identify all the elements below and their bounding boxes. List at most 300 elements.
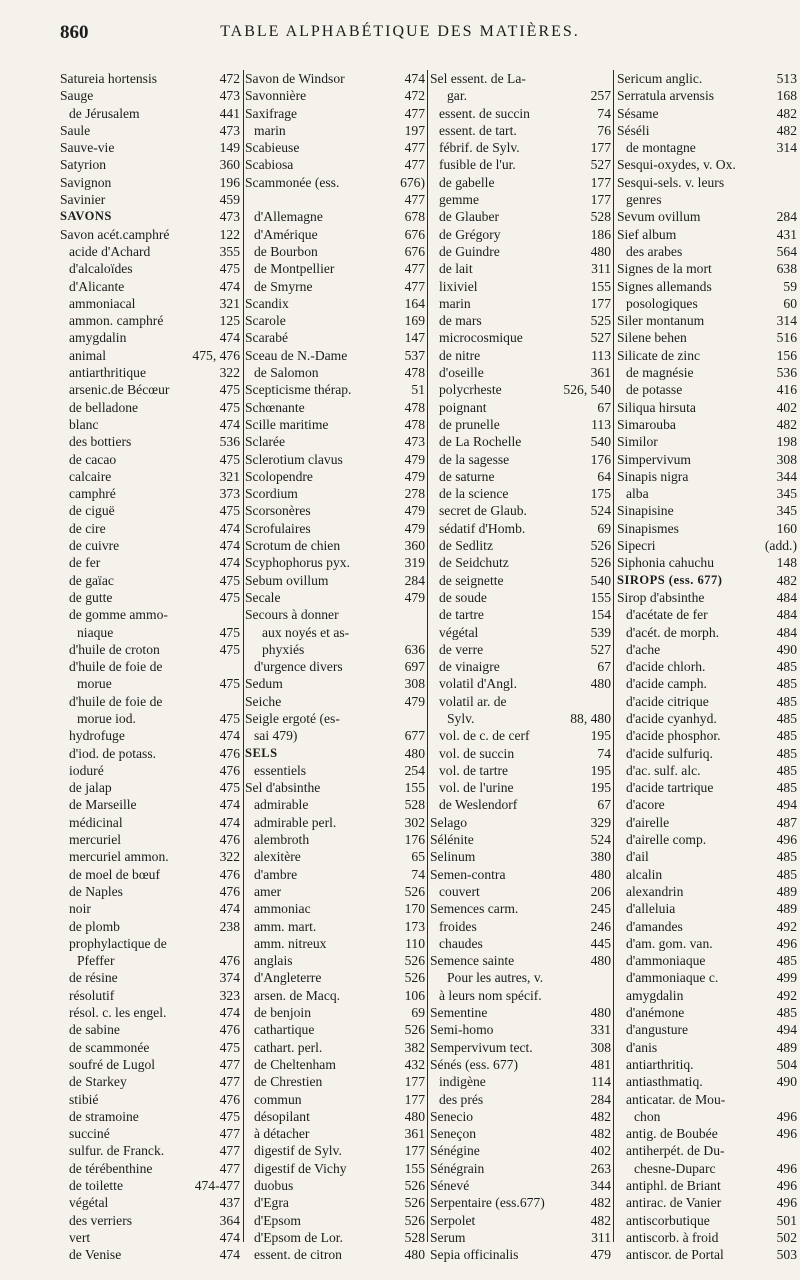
entry-term: Serum	[430, 1229, 466, 1245]
entry-page-ref: 492	[776, 987, 797, 1003]
entry-term: de Guindre	[439, 243, 500, 259]
entry-page-ref: 154	[590, 607, 611, 623]
entry-term: d'Angleterre	[254, 970, 322, 986]
index-entry	[245, 191, 425, 208]
entry-page-ref: 76	[597, 122, 611, 138]
entry-page-ref: 314	[776, 140, 797, 156]
index-entry	[245, 485, 425, 502]
index-entry	[430, 174, 611, 191]
entry-page-ref: 489	[776, 883, 797, 899]
entry-page-ref: 345	[776, 503, 797, 519]
entry-term: ammoniac	[254, 901, 311, 917]
index-entry	[430, 762, 611, 779]
entry-term: antig. de Boubée	[626, 1126, 718, 1142]
entry-term: Sief album	[617, 226, 677, 242]
index-entry	[245, 70, 425, 87]
entry-page-ref: 524	[590, 832, 611, 848]
index-entry	[617, 675, 797, 692]
entry-page-ref: 485	[776, 780, 797, 796]
entry-term: alcalin	[626, 866, 663, 882]
index-entry	[430, 745, 611, 762]
entry-page-ref: 67	[597, 659, 611, 675]
entry-term: d'iod. de potass.	[69, 745, 157, 761]
index-entry	[60, 468, 240, 485]
entry-page-ref: 540	[590, 434, 611, 450]
index-entry	[245, 606, 425, 623]
entry-page-ref: 149	[219, 140, 240, 156]
entry-page-ref: 473	[404, 434, 425, 450]
entry-term: Selinum	[430, 849, 476, 865]
entry-term: d'anémone	[626, 1005, 685, 1021]
index-entry	[60, 866, 240, 883]
index-entry	[617, 814, 797, 831]
entry-term: Sauge	[60, 88, 94, 104]
entry-term: Secale	[245, 589, 281, 605]
entry-page-ref: 676	[404, 226, 425, 242]
entry-page-ref: 164	[404, 295, 425, 311]
entry-page-ref: 125	[219, 313, 240, 329]
entry-term: de la sagesse	[439, 451, 510, 467]
entry-term: Sénevé	[430, 1178, 470, 1193]
index-entry	[245, 329, 425, 346]
entry-page-ref: 475	[219, 676, 240, 692]
entry-term: d'acide sulfuriq.	[626, 745, 714, 761]
entry-page-ref: 499	[776, 970, 797, 986]
index-entry	[617, 105, 797, 122]
index-entry	[617, 1142, 797, 1159]
entry-term: d'airelle	[626, 814, 670, 830]
entry-term: sédatif d'Homb.	[439, 520, 526, 536]
entry-term: amygdalin	[626, 987, 684, 1003]
index-entry	[617, 208, 797, 225]
index-entry	[245, 900, 425, 917]
entry-page-ref: 156	[776, 347, 797, 363]
entry-page-ref: 177	[404, 1091, 425, 1107]
index-entry	[60, 451, 240, 468]
index-entry	[245, 502, 425, 519]
entry-term: Sementine	[430, 1005, 488, 1021]
entry-term: polycrheste	[439, 382, 502, 398]
entry-term: Pour les autres, v.	[447, 970, 544, 986]
index-entry	[617, 554, 797, 571]
entry-term: Scabiosa	[245, 157, 294, 173]
entry-page-ref: 195	[590, 762, 611, 778]
entry-page-ref: 329	[590, 814, 611, 830]
entry-term: de montagne	[626, 140, 696, 156]
entry-term: morue	[77, 676, 112, 692]
index-entry	[245, 1177, 425, 1194]
index-entry	[60, 208, 240, 225]
index-entry	[617, 468, 797, 485]
entry-page-ref: 476	[219, 953, 240, 969]
entry-page-ref: 238	[219, 918, 240, 934]
index-entry	[617, 641, 797, 658]
entry-page-ref: 477	[404, 192, 425, 208]
entry-page-ref: 177	[404, 1074, 425, 1090]
index-entry	[430, 416, 611, 433]
entry-term: mercuriel	[69, 832, 122, 848]
entry-term: résol. c. les engel.	[69, 1005, 167, 1021]
index-entry	[430, 433, 611, 450]
entry-term: de gutte	[69, 589, 113, 605]
index-entry	[617, 745, 797, 762]
entry-page-ref: 527	[590, 157, 611, 173]
entry-page-ref: 311	[591, 1229, 611, 1245]
entry-page-ref: 148	[776, 555, 797, 571]
index-entry	[245, 1246, 425, 1263]
index-entry	[617, 572, 797, 589]
entry-page-ref: 345	[776, 486, 797, 502]
index-entry	[60, 572, 240, 589]
index-entry	[60, 260, 240, 277]
entry-page-ref: 74	[597, 105, 611, 121]
index-entry	[430, 866, 611, 883]
entry-page-ref: 197	[404, 122, 425, 138]
entry-term: calcaire	[69, 468, 112, 484]
entry-page-ref: 479	[404, 520, 425, 536]
entry-term: hydrofuge	[69, 728, 125, 744]
entry-page-ref: 480	[404, 1108, 425, 1124]
entry-term: d'alcaloïdes	[69, 261, 133, 277]
index-entry	[60, 1142, 240, 1159]
index-entry	[245, 762, 425, 779]
index-entry	[430, 727, 611, 744]
entry-term: Sepia officinalis	[430, 1247, 519, 1263]
index-entry	[617, 416, 797, 433]
entry-term: Similor	[617, 434, 658, 450]
index-entry	[430, 520, 611, 537]
entry-page-ref: 472	[219, 71, 240, 86]
entry-term: de Naples	[69, 883, 123, 899]
entry-term: antiscor. de Portal	[626, 1247, 724, 1263]
index-entry	[617, 969, 797, 986]
entry-page-ref: 474	[219, 1247, 240, 1263]
entry-page-ref: 477	[219, 1074, 240, 1090]
entry-page-ref: 476	[219, 1091, 240, 1107]
entry-page-ref: 64	[597, 468, 611, 484]
index-entry	[617, 1229, 797, 1246]
entry-term: prophylactique de	[69, 935, 167, 951]
entry-page-ref: 476	[219, 883, 240, 899]
entry-term: cathart. perl.	[254, 1039, 323, 1055]
entry-page-ref: 474	[219, 555, 240, 571]
entry-page-ref: 308	[404, 676, 425, 692]
entry-term: camphré	[69, 486, 116, 502]
entry-page-ref: 59	[783, 278, 797, 294]
entry-term: volatil ar. de	[439, 693, 507, 709]
entry-page-ref: 416	[776, 382, 797, 398]
index-entry	[245, 918, 425, 935]
entry-page-ref: 492	[776, 918, 797, 934]
entry-page-ref: 477	[404, 105, 425, 121]
index-entry	[617, 295, 797, 312]
index-entry	[60, 641, 240, 658]
index-entry	[60, 243, 240, 260]
index-entry	[245, 727, 425, 744]
index-entry	[60, 1073, 240, 1090]
index-entry	[60, 502, 240, 519]
index-entry	[430, 1021, 611, 1038]
index-entry	[60, 710, 240, 727]
index-entry	[245, 208, 425, 225]
index-entry	[617, 1194, 797, 1211]
entry-page-ref: 168	[776, 88, 797, 104]
entry-page-ref: 477	[219, 1126, 240, 1142]
entry-page-ref: 206	[590, 883, 611, 899]
index-entry	[245, 779, 425, 796]
entry-page-ref: 485	[776, 762, 797, 778]
entry-page-ref: 475, 476	[192, 347, 240, 363]
entry-term: essent. de tart.	[439, 122, 517, 138]
entry-page-ref: 478	[404, 416, 425, 432]
entry-page-ref: 479	[404, 451, 425, 467]
entry-term: Sceau de N.-Dame	[245, 347, 348, 363]
entry-term: d'acétate de fer	[626, 607, 708, 623]
entry-term: secret de Glaub.	[439, 503, 527, 519]
entry-term: antirac. de Vanier	[626, 1195, 722, 1211]
index-entry	[245, 658, 425, 675]
entry-term: d'anis	[626, 1039, 658, 1055]
entry-term: essent. de succin	[439, 105, 530, 121]
index-entry	[430, 1142, 611, 1159]
index-entry	[60, 139, 240, 156]
entry-page-ref: 527	[590, 641, 611, 657]
entry-page-ref: 360	[404, 538, 425, 554]
entry-term: duobus	[254, 1178, 294, 1193]
entry-page-ref: 431	[776, 226, 797, 242]
entry-page-ref: 67	[597, 797, 611, 813]
entry-page-ref: 476	[219, 1022, 240, 1038]
entry-term: Sel d'absinthe	[245, 780, 321, 796]
index-entry	[60, 1177, 240, 1194]
index-entry	[245, 796, 425, 813]
index-entry	[617, 1177, 797, 1194]
index-entry	[60, 174, 240, 191]
entry-page-ref: 477	[219, 1143, 240, 1159]
index-entry	[245, 1142, 425, 1159]
index-entry	[60, 295, 240, 312]
entry-term: Sclerotium clavus	[245, 451, 343, 467]
index-entry	[60, 416, 240, 433]
index-entry	[60, 1125, 240, 1142]
index-entry	[430, 883, 611, 900]
entry-term: Sericum anglic.	[617, 71, 703, 86]
entry-page-ref: 480	[590, 1005, 611, 1021]
entry-page-ref: 525	[590, 313, 611, 329]
index-entry	[617, 900, 797, 917]
index-entry	[617, 87, 797, 104]
index-entry	[60, 381, 240, 398]
entry-page-ref: 494	[776, 1022, 797, 1038]
entry-term: Semi-homo	[430, 1022, 494, 1038]
entry-page-ref: 477	[404, 140, 425, 156]
entry-term: noir	[69, 901, 91, 917]
entry-term: à leurs nom spécif.	[439, 987, 542, 1003]
entry-page-ref: 173	[404, 918, 425, 934]
entry-page-ref: 113	[591, 347, 611, 363]
index-entry	[617, 156, 797, 173]
entry-page-ref: 473	[219, 122, 240, 138]
entry-page-ref: 308	[590, 1039, 611, 1055]
entry-term: SELS	[245, 745, 278, 760]
entry-term: antiarthritique	[69, 365, 147, 381]
entry-term: Simpervivum	[617, 451, 692, 467]
entry-page-ref: 474	[219, 330, 240, 346]
index-entry	[245, 1039, 425, 1056]
entry-term: Semence sainte	[430, 953, 515, 969]
index-entry	[430, 485, 611, 502]
entry-page-ref: 480	[404, 745, 425, 761]
entry-page-ref: 527	[590, 330, 611, 346]
index-entry	[60, 226, 240, 243]
entry-term: de résine	[69, 970, 118, 986]
entry-page-ref: 308	[776, 451, 797, 467]
index-entry	[617, 883, 797, 900]
entry-term: de Montpellier	[254, 261, 335, 277]
index-entry	[617, 278, 797, 295]
entry-page-ref: 459	[219, 192, 240, 208]
entry-term: de nitre	[439, 347, 481, 363]
index-entry	[430, 399, 611, 416]
entry-term: Sipecri	[617, 538, 656, 554]
entry-term: de stramoine	[69, 1108, 139, 1124]
index-entry	[60, 693, 240, 710]
entry-term: Savon de Windsor	[245, 71, 345, 86]
index-entry	[617, 987, 797, 1004]
entry-page-ref: 678	[404, 209, 425, 225]
entry-page-ref: 69	[597, 520, 611, 536]
entry-page-ref: 513	[776, 71, 797, 86]
entry-term: fébrif. de Sylv.	[439, 140, 520, 156]
index-entry	[430, 329, 611, 346]
index-entry	[430, 693, 611, 710]
entry-page-ref: 160	[776, 520, 797, 536]
index-entry	[60, 1108, 240, 1125]
entry-page-ref: 373	[219, 486, 240, 502]
index-entry	[617, 1212, 797, 1229]
entry-page-ref: 475	[219, 589, 240, 605]
entry-page-ref: 526	[590, 538, 611, 554]
index-entry	[430, 814, 611, 831]
entry-page-ref: 482	[590, 1126, 611, 1142]
entry-term: d'ammoniaque c.	[626, 970, 719, 986]
entry-term: chesne-Duparc	[634, 1160, 716, 1176]
entry-page-ref: 528	[404, 1229, 425, 1245]
entry-term: aux noyés et as-	[262, 624, 350, 640]
entry-page-ref: 474	[219, 814, 240, 830]
entry-term: essent. de citron	[254, 1247, 342, 1263]
index-entry	[617, 762, 797, 779]
entry-term: ammoniacal	[69, 295, 136, 311]
index-entry	[60, 1004, 240, 1021]
index-entry	[245, 312, 425, 329]
index-entry	[60, 347, 240, 364]
index-column-1	[60, 70, 240, 1263]
entry-term: d'ac. sulf. alc.	[626, 762, 701, 778]
index-entry	[245, 883, 425, 900]
entry-page-ref: 477	[404, 261, 425, 277]
index-entry	[60, 105, 240, 122]
entry-page-ref: 484	[776, 589, 797, 605]
entry-page-ref: 496	[776, 1178, 797, 1193]
entry-page-ref: 322	[219, 849, 240, 865]
entry-term: de Weslendorf	[439, 797, 518, 813]
entry-page-ref: 402	[776, 399, 797, 415]
entry-term: d'urgence divers	[254, 659, 343, 675]
entry-page-ref: 474	[219, 1229, 240, 1245]
entry-term: Sedum	[245, 676, 283, 692]
entry-term: d'acide phosphor.	[626, 728, 721, 744]
entry-term: couvert	[439, 883, 480, 899]
entry-term: d'Epsom	[254, 1212, 302, 1228]
entry-term: Serpolet	[430, 1212, 476, 1228]
entry-term: d'acide tartrique	[626, 780, 714, 796]
entry-page-ref: 321	[219, 468, 240, 484]
column-divider	[427, 70, 428, 1242]
entry-term: d'acide camph.	[626, 676, 707, 692]
entry-page-ref: 284	[590, 1091, 611, 1107]
entry-page-ref: 481	[590, 1056, 611, 1072]
entry-page-ref: 516	[776, 330, 797, 346]
entry-term: Siler montanum	[617, 313, 705, 329]
index-entry	[617, 589, 797, 606]
entry-term: poignant	[439, 399, 487, 415]
index-entry	[617, 848, 797, 865]
index-entry	[430, 641, 611, 658]
entry-term: d'alleluia	[626, 901, 676, 917]
index-entry	[617, 1021, 797, 1038]
index-entry	[430, 589, 611, 606]
entry-page-ref: 364	[219, 1212, 240, 1228]
entry-page-ref: 311	[591, 261, 611, 277]
entry-page-ref: 473	[219, 88, 240, 104]
entry-page-ref: 484	[776, 607, 797, 623]
entry-page-ref: 257	[590, 88, 611, 104]
entry-page-ref: 480	[590, 676, 611, 692]
entry-page-ref: 477	[219, 1160, 240, 1176]
entry-term: digestif de Sylv.	[254, 1143, 342, 1159]
index-entry	[245, 295, 425, 312]
index-entry	[60, 1091, 240, 1108]
entry-term: Scrofulaires	[245, 520, 311, 536]
entry-page-ref: 490	[776, 1074, 797, 1090]
entry-term: commun	[254, 1091, 302, 1107]
entry-term: cathartique	[254, 1022, 315, 1038]
page-number: 860	[60, 22, 89, 43]
entry-page-ref: (add.)	[764, 538, 797, 554]
entry-term: mercuriel ammon.	[69, 849, 169, 865]
index-entry	[245, 1160, 425, 1177]
entry-page-ref: 638	[776, 261, 797, 277]
index-entry	[617, 1108, 797, 1125]
entry-term: de soude	[439, 589, 487, 605]
index-entry	[430, 710, 611, 727]
entry-term: Sélénite	[430, 832, 474, 848]
entry-page-ref: 528	[590, 209, 611, 225]
index-entry	[617, 520, 797, 537]
index-entry	[617, 727, 797, 744]
entry-page-ref: 485	[776, 710, 797, 726]
entry-term: blanc	[69, 416, 99, 432]
index-entry	[245, 364, 425, 381]
index-entry	[430, 312, 611, 329]
entry-page-ref: 319	[404, 555, 425, 571]
entry-term: de la science	[439, 486, 509, 502]
entry-term: ammon. camphré	[69, 313, 164, 329]
index-entry	[430, 848, 611, 865]
index-entry	[617, 606, 797, 623]
entry-term: vol. de c. de cerf	[439, 728, 530, 744]
